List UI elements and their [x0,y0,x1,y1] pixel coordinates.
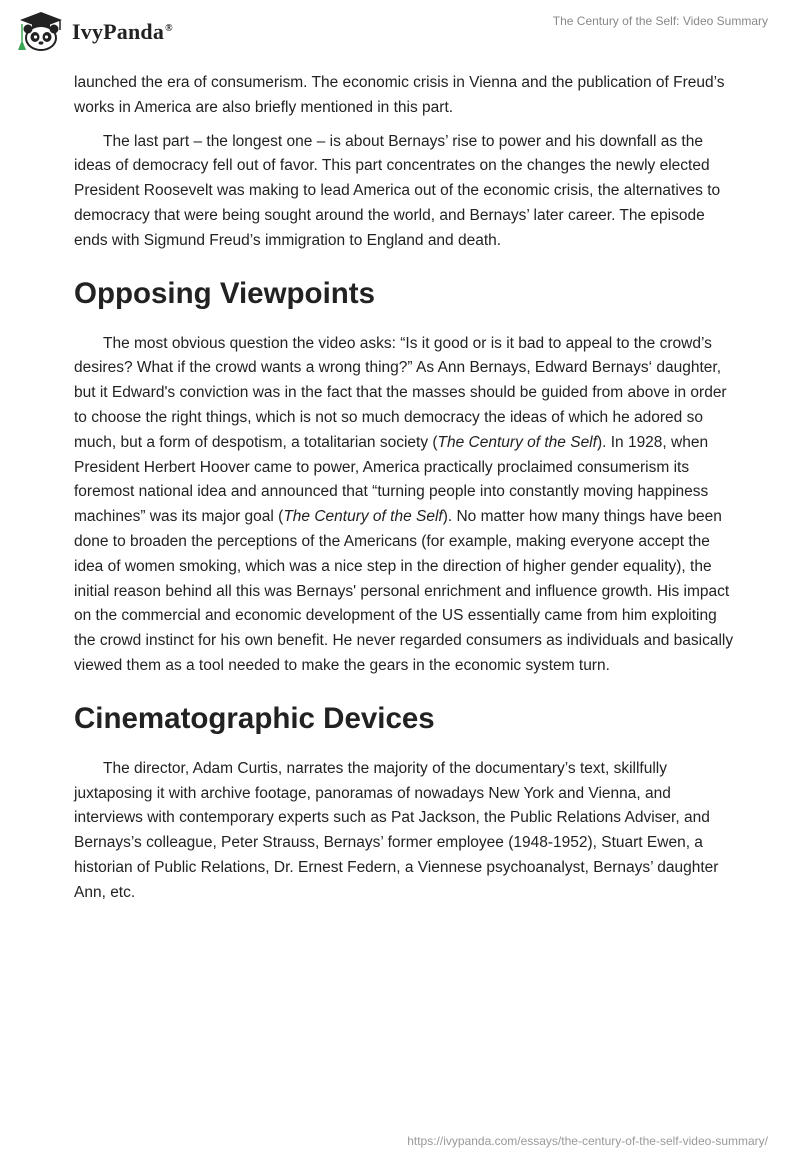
essay-content [74,71,734,915]
paragraph-last-part: The last part – the longest one – is about Bernays’ rise to power and his downfall as the ideas of democracy fell out of favor. This part concentrates on the changes the newly elected President Roosevelt was making to lead America out of the economic crisis, the alternatives to democracy that were being sought around the world, and Bernays’ later career. The episode ends with Sigmund Freud’s immigration to England and death. [74,132,721,249]
paragraph-cinematographic-devices: The director, Adam Curtis, narrates the majority of the documentary’s text, skillfully juxtaposing it with archive footage, panoramas of nowadays New York and Vienna, and interviews with contemporary experts such as Pat Jackson, the Public Relations Adviser, and Bernays’s colleague, Peter Strauss, Bernays’ former employee (1948-1952), Stuart Ewen, a historian of Public Relations, Dr. Ernest Federn, a Viennese psychoanalyst, Bernays’ daughter Ann, etc. [74,759,719,901]
paragraph-opposing-viewpoints [74,332,734,679]
registered-mark: ® [165,22,173,34]
citation-title: The Century of the Self [283,508,443,526]
page-header [0,0,800,70]
source-url[interactable]: https://ivypanda.com/essays/the-century-of-the-self-video-summary/ [407,1134,768,1148]
p3-text-c: ). No matter how many things have been done to broaden the perceptions of the Americans (for example, making everyone accept the idea of women smoking, which was a nice step in the direction of higher gender equality), the initial reason behind all this was Bernays' personal enrichment and influence growth. His impact on the commercial and economic development of the US essentially came from him exploiting the crowd instinct for his own benefit. He never regarded consumers as individuals and basically viewed them as a tool needed to make the gears in the economic system turn. [74,508,734,674]
panda-graduation-cap-icon [16,10,66,52]
ivypanda-logo[interactable] [16,10,173,52]
citation-title: The Century of the Self [437,433,597,451]
logo-text: IvyPanda [72,19,165,44]
p3-text-a: The most obvious question the video asks: “Is it good or is it bad to appeal to the crowd’s desires? What if the crowd wants a wrong thing?” As Ann Bernays, Edward Bernays‘ daughter, but it Edward's conviction was in the fact that the masses should be guided from above in order to choose the right things, which is not so much democracy the ideas of which he adored so much, but a form of despotism, a totalitarian society ( [74,334,727,451]
paragraph-continuation: launched the era of consumerism. The economic crisis in Vienna and the publication of Freud’s works in America are also briefly mentioned in this part. [74,74,725,116]
heading-cinematographic-devices: Cinematographic Devices [74,701,435,735]
p3-text-b: ). In 1928, when President Herbert Hoover came to power, America practically proclaimed consumerism its foremost national idea and announced that “turning people into constantly moving happiness machines” was its major goal ( [74,433,709,526]
heading-opposing-viewpoints: Opposing Viewpoints [74,276,376,310]
document-title: The Century of the Self: Video Summary [552,14,768,28]
